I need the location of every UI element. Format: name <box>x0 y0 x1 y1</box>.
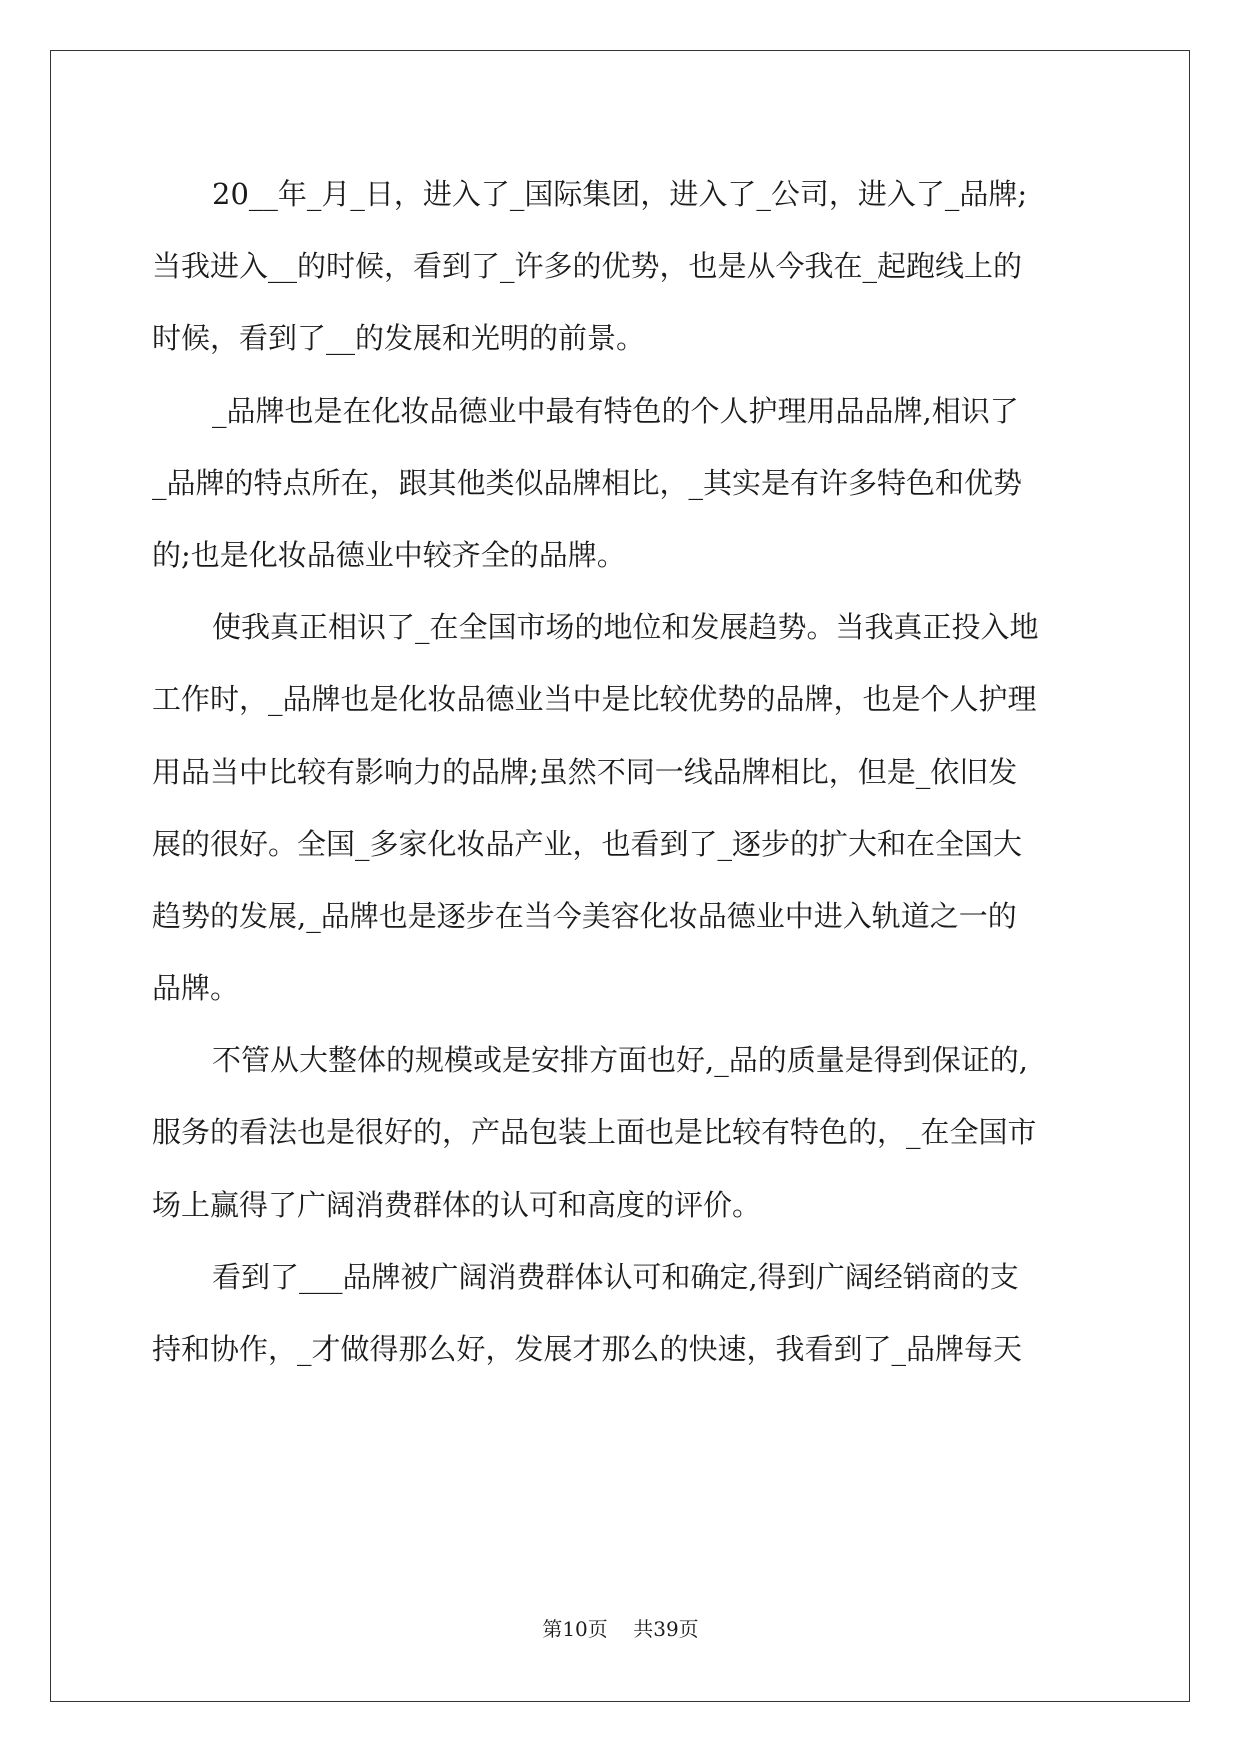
text-line: _品牌也是在化妆品德业中最有特色的个人护理用品品牌,相识了 <box>212 393 1019 428</box>
paragraph <box>152 158 1082 375</box>
text-line: 展的很好。全国_多家化妆品产业，也看到了_逐步的扩大和在全国大 <box>152 826 1023 861</box>
text-line: 品牌。 <box>152 971 240 1006</box>
text-line: 看到了___品牌被广阔消费群体认可和确定,得到广阔经销商的支 <box>212 1259 1019 1294</box>
page-number: 第10页 <box>542 1617 608 1641</box>
text-line: 不管从大整体的规模或是安排方面也好,_品的质量是得到保证的, <box>212 1043 1028 1078</box>
paragraph <box>152 591 1082 1024</box>
text-line: 时候，看到了__的发展和光明的前景。 <box>152 321 646 356</box>
text-line: 用品当中比较有影响力的品牌;虽然不同一线品牌相比，但是_依旧发 <box>152 754 1018 789</box>
document-body <box>152 158 1082 1385</box>
text-line: 20__年_月_日，进入了_国际集团，进入了_公司，进入了_品牌; <box>212 177 1028 211</box>
text-line: 趋势的发展,_品牌也是逐步在当今美容化妆品德业中进入轨道之一的 <box>152 898 1017 933</box>
page-footer <box>0 1615 1241 1643</box>
text-line: 持和协作，_才做得那么好，发展才那么的快速，我看到了_品牌每天 <box>152 1332 1023 1366</box>
paragraph <box>152 1241 1082 1385</box>
paragraph <box>152 375 1082 592</box>
text-line: 工作时，_品牌也是化妆品德业当中是比较优势的品牌，也是个人护理 <box>152 682 1037 717</box>
text-line: 当我进入__的时候，看到了_许多的优势，也是从今我在_起跑线上的 <box>152 249 1023 284</box>
text-line: 服务的看法也是很好的，产品包装上面也是比较有特色的，_在全国市 <box>152 1115 1037 1150</box>
footer-spacer <box>614 1617 627 1641</box>
text-line: 场上赢得了广阔消费群体的认可和高度的评价。 <box>152 1187 762 1222</box>
total-pages: 共39页 <box>633 1617 699 1641</box>
text-line: 的;也是化妆品德业中较齐全的品牌。 <box>152 537 626 572</box>
paragraph <box>152 1024 1082 1241</box>
text-line: 使我真正相识了_在全国市场的地位和发展趋势。当我真正投入地 <box>212 610 1039 645</box>
text-line: _品牌的特点所在，跟其他类似品牌相比，_其实是有许多特色和优势 <box>152 465 1023 500</box>
